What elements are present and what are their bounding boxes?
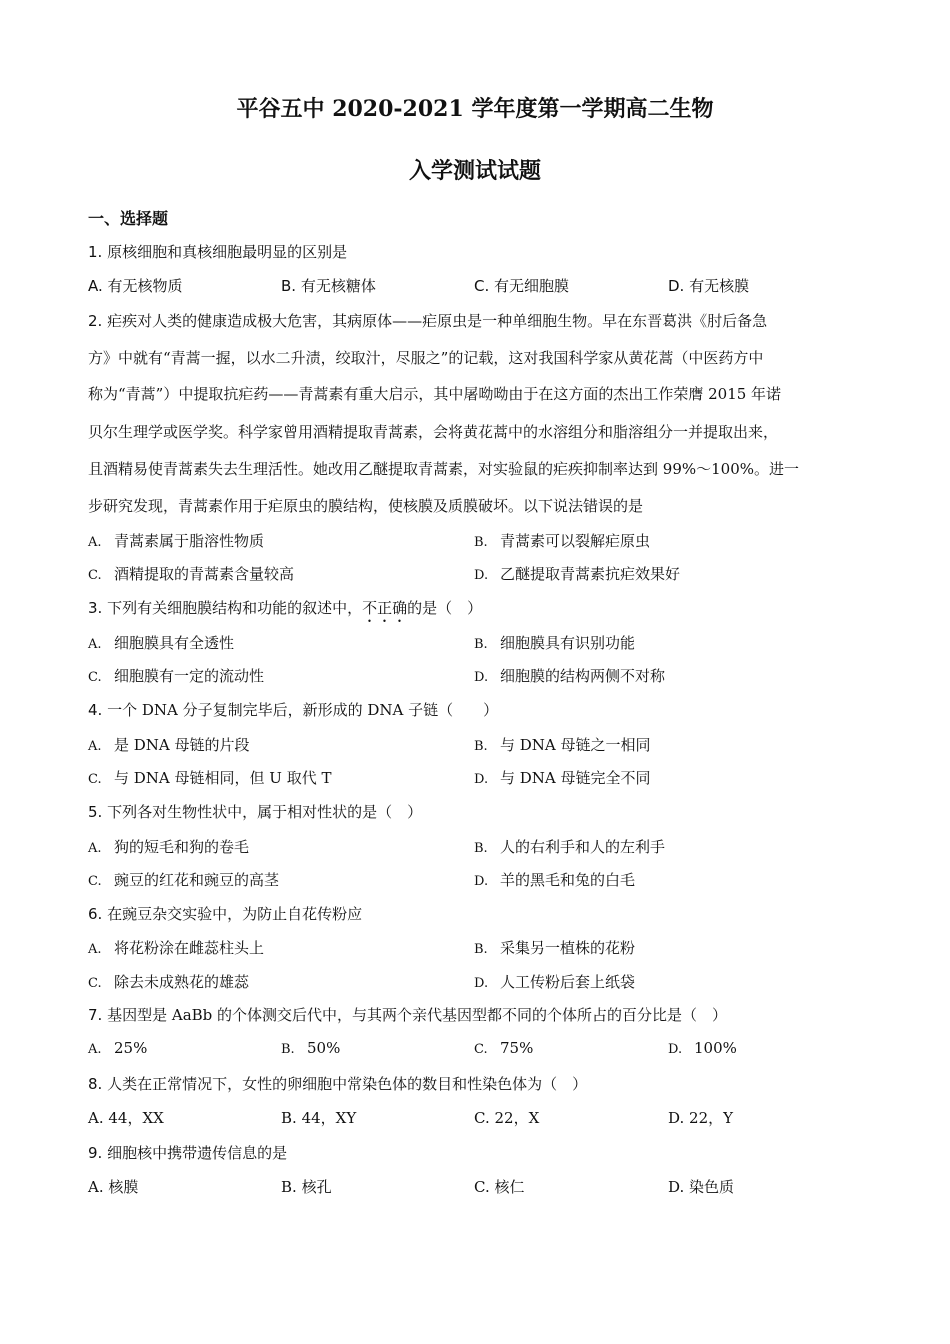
q4-option-b[interactable]: B. 与 DNA 母链之一相同	[474, 736, 651, 754]
q5-option-a[interactable]: A. 狗的短毛和狗的卷毛	[88, 838, 250, 856]
q6-option-b[interactable]: B. 采集另一植株的花粉	[474, 939, 636, 957]
q4-option-c[interactable]: C. 与 DNA 母链相同，但 U 取代 T	[88, 769, 332, 787]
q1-option-d[interactable]: D. 有无核膜	[668, 277, 750, 295]
q8-option-b[interactable]: B. 44，XY	[281, 1109, 357, 1127]
q7-option-d[interactable]: D. 100%	[668, 1039, 737, 1057]
question-7: 7. 基因型是 AaBb 的个体测交后代中，与其两个亲代基因型都不同的个体所占的百分比是（ ）	[88, 1006, 728, 1024]
q3-option-a[interactable]: A. 细胞膜具有全透性	[88, 634, 235, 652]
q8-option-c[interactable]: C. 22，X	[474, 1109, 540, 1127]
question-2-line-5: 且酒精易使青蒿素失去生理活性。她改用乙醚提取青蒿素，对实验鼠的疟疾抑制率达到 99%～100%。进一	[88, 460, 799, 478]
question-2-line-4: 贝尔生理学或医学奖。科学家曾用酒精提取青蒿素，会将黄花蒿中的水溶组分和脂溶组分一并提取出来，	[88, 423, 779, 441]
q3-option-b[interactable]: B. 细胞膜具有识别功能	[474, 634, 636, 652]
question-8: 8. 人类在正常情况下，女性的卵细胞中常染色体的数目和性染色体为（ ）	[88, 1075, 588, 1093]
question-1: 1. 原核细胞和真核细胞最明显的区别是	[88, 243, 348, 261]
q8-option-d[interactable]: D. 22，Y	[668, 1109, 734, 1127]
question-2-line-3: 称为“青蒿”）中提取抗疟药——青蒿素有重大启示，其中屠呦呦由于在这方面的杰出工作荣膺 2015 年诺	[88, 385, 782, 403]
question-2-line-2: 方》中就有“青蒿一握，以水二升渍，绞取汁，尽服之”的记载，这对我国科学家从黄花蒿（中医药方中	[88, 349, 764, 367]
page-subtitle: 入学测试试题	[408, 158, 541, 184]
q3-option-d[interactable]: D. 细胞膜的结构两侧不对称	[474, 667, 666, 685]
section-title: 一、选择题	[88, 209, 169, 228]
page-title: 平谷五中 2020-2021 学年度第一学期高二生物	[236, 96, 714, 122]
q5-option-c[interactable]: C. 豌豆的红花和豌豆的高茎	[88, 871, 280, 889]
q9-option-a[interactable]: A. 核膜	[88, 1178, 139, 1196]
question-5: 5. 下列各对生物性状中，属于相对性状的是（ ）	[88, 803, 423, 821]
q1-option-b[interactable]: B. 有无核糖体	[281, 277, 376, 295]
q4-option-d[interactable]: D. 与 DNA 母链完全不同	[474, 769, 651, 787]
q6-option-d[interactable]: D. 人工传粉后套上纸袋	[474, 973, 636, 991]
q2-option-a[interactable]: A. 青蒿素属于脂溶性物质	[88, 532, 265, 550]
q2-option-c[interactable]: C. 酒精提取的青蒿素含量较高	[88, 565, 295, 583]
q5-option-b[interactable]: B. 人的右利手和人的左利手	[474, 838, 666, 856]
q8-option-a[interactable]: A. 44，XX	[88, 1109, 164, 1127]
q9-option-d[interactable]: D. 染色质	[668, 1178, 735, 1196]
question-2-line-1: 2. 疟疾对人类的健康造成极大危害，其病原体——疟原虫是一种单细胞生物。早在东晋葛洪《肘后备急	[88, 312, 768, 330]
q1-option-c[interactable]: C. 有无细胞膜	[474, 277, 570, 295]
q5-option-d[interactable]: D. 羊的黑毛和兔的白毛	[474, 871, 636, 889]
q6-option-c[interactable]: C. 除去未成熟花的雄蕊	[88, 973, 250, 991]
q9-option-b[interactable]: B. 核孔	[281, 1178, 332, 1196]
question-4: 4. 一个 DNA 分子复制完毕后，新形成的 DNA 子链（ ）	[88, 701, 499, 719]
question-3: 3. 下列有关细胞膜结构和功能的叙述中，不正确的是（ ）	[88, 599, 483, 617]
q3-option-c[interactable]: C. 细胞膜有一定的流动性	[88, 667, 265, 685]
emphasis-not-correct: 不正确	[362, 599, 408, 617]
q2-option-d[interactable]: D. 乙醚提取青蒿素抗疟效果好	[474, 565, 681, 583]
q7-option-a[interactable]: A. 25%	[88, 1039, 148, 1057]
q7-option-c[interactable]: C. 75%	[474, 1039, 534, 1057]
q7-option-b[interactable]: B. 50%	[281, 1039, 341, 1057]
question-9: 9. 细胞核中携带遗传信息的是	[88, 1144, 288, 1162]
question-2-line-6: 步研究发现，青蒿素作用于疟原虫的膜结构，使核膜及质膜破坏。以下说法错误的是	[88, 497, 644, 515]
q6-option-a[interactable]: A. 将花粉涂在雌蕊柱头上	[88, 939, 265, 957]
q9-option-c[interactable]: C. 核仁	[474, 1178, 525, 1196]
question-6: 6. 在豌豆杂交实验中，为防止自花传粉应	[88, 905, 363, 923]
q2-option-b[interactable]: B. 青蒿素可以裂解疟原虫	[474, 532, 651, 550]
q4-option-a[interactable]: A. 是 DNA 母链的片段	[88, 736, 250, 754]
q1-option-a[interactable]: A. 有无核物质	[88, 277, 183, 295]
